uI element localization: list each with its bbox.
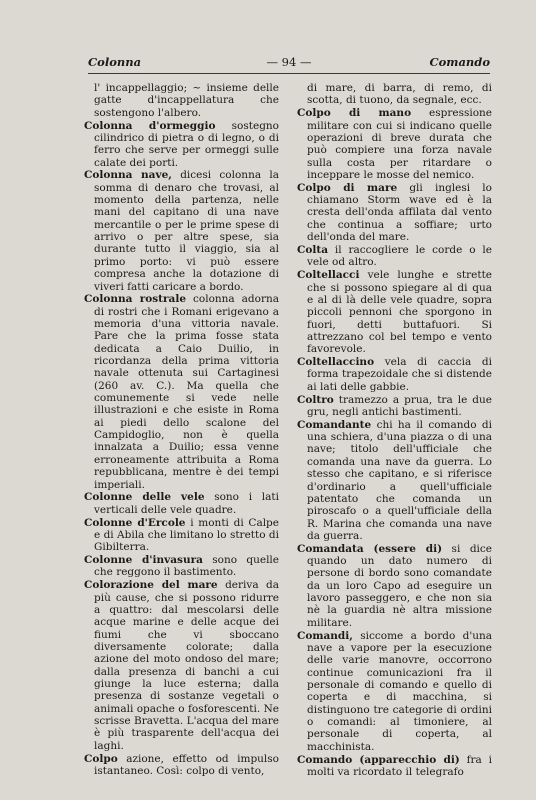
dictionary-entry xyxy=(297,630,492,753)
entry-definition: siccome a bordo d'una nave a vapore per la esecuzione delle varie manovre, occorrono continue comunicazioni fra il personale di comando e quello di coperta e di macchina, si distinguono tre categorie di ordini o comandi: al timoniere, al personale di coperta, al macchinista. xyxy=(307,629,492,753)
entry-term: Coltro xyxy=(297,393,334,406)
entry-term: Coltellaccino xyxy=(297,356,375,369)
entry-definition: espressione militare con cui si indicano quelle operazioni di breve durata che può compiere una forza navale sulla costa per ritardare o inceppare le mosse del nemico. xyxy=(307,107,492,181)
entry-term: Colpo di mare xyxy=(297,181,398,194)
dictionary-entry xyxy=(297,182,492,244)
dictionary-entry xyxy=(84,517,279,554)
entry-definition: azione, effetto od impulso istantaneo. Così: colpo di vento, xyxy=(94,752,279,777)
entry-definition: fra i molti va ricordato il telegrafo xyxy=(307,753,493,778)
entry-definition: dicesi colonna la somma di denaro che trovasi, al momento della partenza, nelle mani del capitano di una nave mercantile o per le prime spese di arrivo o per altre spese, sia durante tutto il viaggio, sia al primo porto: vi può essere compresa anche la dotazione di viveri fatti caricare a bordo. xyxy=(94,169,279,293)
entry-term: Comando (apparecchio di) xyxy=(297,753,460,766)
entry-definition: vela di caccia di forma trapezoidale che si distende ai lati delle gabbie. xyxy=(307,356,492,393)
dictionary-entry xyxy=(84,554,279,579)
entry-term: Colonne d'invasura xyxy=(84,554,203,567)
dictionary-entry xyxy=(84,753,279,778)
entry-definition: sono quelle che reggono il bastimento. xyxy=(94,554,279,579)
dictionary-entry xyxy=(297,394,492,419)
entry-term: Colonne d'Ercole xyxy=(84,516,186,529)
header-last-term: Comando xyxy=(429,55,490,69)
entry-term: Comandante xyxy=(297,418,372,431)
entry-term: Coltellacci xyxy=(297,269,360,282)
dictionary-entry xyxy=(297,244,492,269)
dictionary-entry xyxy=(84,169,279,292)
entry-definition: sostegno cilindrico di pietra o di legno, o di ferro che serve per ormeggi sulle calate dei porti. xyxy=(94,119,279,169)
page-header xyxy=(88,55,490,75)
entry-definition: sono i lati verticali delle vele quadre. xyxy=(94,491,279,516)
page-number: — 94 — xyxy=(266,55,312,69)
entry-term: Colonna nave, xyxy=(84,169,172,182)
dictionary-entry xyxy=(84,491,279,516)
entry-definition: gli inglesi lo chiamano Storm wave ed è la cresta dell'onda affilata dal vento che continua a soffiare; urto dell'onda del mare. xyxy=(307,181,492,244)
dictionary-entry xyxy=(297,107,492,181)
dictionary-entry xyxy=(84,293,279,491)
header-rule xyxy=(88,73,490,74)
entry-definition: chi ha il comando di una schiera, d'una piazza o di una nave; titolo dell'ufficiale che comanda una nave da guerra. Lo stesso che capitano, e si riferisce d'ordinario a quell'ufficiale patentato che comanda un piroscafo o a quell'ufficiale della R. Marina che comanda una nave da guerra. xyxy=(307,418,492,542)
entry-definition: l' incappellaggio; ~ insieme delle gatte d'incappellatura che sostengono l'albero. xyxy=(94,82,279,119)
dictionary-entry xyxy=(84,82,279,119)
dictionary-entry xyxy=(297,269,492,355)
right-column xyxy=(297,82,492,779)
entry-term: Colonna d'ormeggio xyxy=(84,119,216,132)
entry-term: Colonne delle vele xyxy=(84,491,205,504)
entry-term: Comandi, xyxy=(297,629,353,642)
entry-term: Colpo xyxy=(84,752,118,765)
entry-term: Colonna rostrale xyxy=(84,293,187,306)
dictionary-entry xyxy=(297,419,492,542)
left-column xyxy=(84,82,279,778)
dictionary-entry xyxy=(297,543,492,629)
dictionary-entry xyxy=(84,120,279,169)
dictionary-entry xyxy=(84,579,279,752)
entry-definition: i monti di Calpe e di Abila che limitano lo stretto di Gibilterra. xyxy=(94,516,279,554)
entry-definition: di mare, di barra, di remo, di scotta, di tuono, da segnale, ecc. xyxy=(307,82,492,107)
entry-term: Colorazione del mare xyxy=(84,579,218,592)
dictionary-entry xyxy=(297,754,492,779)
entry-definition: colonna adorna di rostri che i Romani erigevano a memoria d'una vittoria navale. Pare che la prima fosse stata dedicata a Caio Duilio, in ricordanza della prima vittoria navale ottenuta sui Cartaginesi (260 av. C.). Ma quella che comunemente si vede nelle illustrazioni e che esiste in Roma ai piedi dello scalone del Campidoglio, non è quella innalzata a Duilio; essa venne erroneamente attribuita a Roma repubblicana, mentre è dei tempi imperiali. xyxy=(94,293,279,491)
dictionary-entry xyxy=(297,82,492,107)
entry-definition: deriva da più cause, che si possono ridurre a quattro: dal mescolarsi delle acque marine e delle acque dei fiumi che vi sboccano diversamente colorate; dalla azione del moto ondoso del mare; dalla presenza di banchi a cui giunge la luce esterna; dalla presenza di sostanze vegetali o animali opache o fosforescenti. Ne scrisse Bravetta. L'acqua del mare è più trasparente dell'acqua dei laghi. xyxy=(94,579,279,752)
header-first-term: Colonna xyxy=(88,55,142,69)
entry-definition: tramezzo a prua, tra le due gru, negli antichi bastimenti. xyxy=(307,393,492,418)
entry-definition: il raccogliere le corde o le vele od altro. xyxy=(307,243,492,269)
entry-term: Colpo di mano xyxy=(297,107,412,120)
entry-definition: si dice quando un dato numero di persone di bordo sono comandate da un loro Capo ad eseguire un lavoro passeggero, e che non sia nè la guardia nè altra missione militare. xyxy=(307,542,492,629)
dictionary-entry xyxy=(297,356,492,393)
entry-term: Comandata (essere di) xyxy=(297,542,443,555)
entry-term: Colta xyxy=(297,243,329,256)
entry-definition: vele lunghe e strette che si possono spiegare al di qua e al di là delle vele quadre, sopra piccoli pennoni che sporgono in fuori, detti buttafuori. Si attrezzano col bel tempo e vento favorevole. xyxy=(307,269,492,356)
